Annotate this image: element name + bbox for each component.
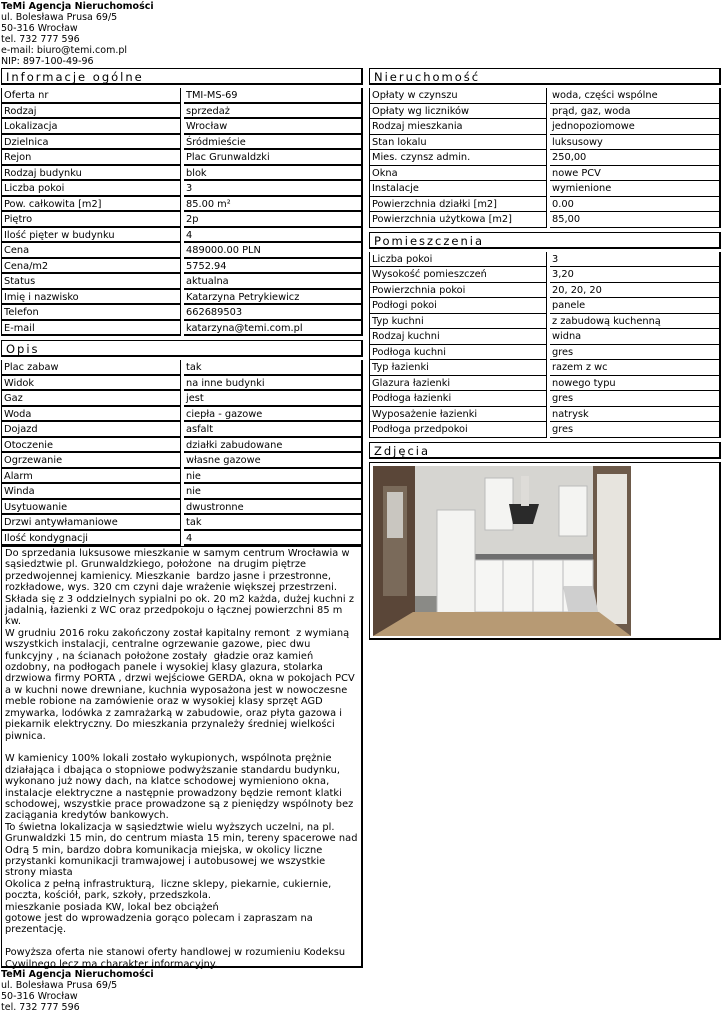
row-label: Woda [1,407,181,423]
row-value: dwustronne [184,500,363,516]
row-label: Dojazd [1,422,181,438]
row-label: Ilość pięter w budynku [1,228,181,244]
row-label: Rodzaj [1,104,181,120]
row-label: Rodzaj kuchni [369,329,547,345]
table-row [1,228,363,244]
table-row [1,484,363,500]
row-value: Katarzyna Petrykiewicz [184,290,363,306]
table-row [1,104,363,120]
row-label: Podłoga przedpokoi [369,422,547,438]
row-label: Usytuowanie [1,500,181,516]
row-value: wymienione [550,181,721,197]
table-row [1,150,363,166]
row-label: Typ kuchni [369,314,547,330]
row-value: sprzedaż [184,104,363,120]
row-label: Liczba pokoi [369,252,547,268]
table-row [369,104,721,120]
row-label: Okna [369,166,547,182]
row-value: 0.00 [550,197,721,213]
table-row [369,391,721,407]
table-row [369,135,721,151]
table-row [1,119,363,135]
row-label: Piętro [1,212,181,228]
row-value: 4 [184,228,363,244]
agency-footer [1,969,154,1013]
footer-agency-name: TeMi Agencja Nieruchomości [1,969,154,980]
table-row [1,469,363,485]
table-row [1,181,363,197]
row-value: ciepła - gazowe [184,407,363,423]
row-label: Rodzaj budynku [1,166,181,182]
table-row [369,376,721,392]
row-label: Ilość kondygnacji [1,531,181,547]
row-value: gres [550,422,721,438]
table-row [1,305,363,321]
row-label: Liczba pokoi [1,181,181,197]
table-row [1,376,363,392]
table-row [369,267,721,283]
general-section-title: Informacje ogólne [1,68,363,85]
table-row [369,329,721,345]
table-row [1,360,363,376]
table-row [369,252,721,268]
photo-frame [369,462,721,640]
row-value: widna [550,329,721,345]
table-row [1,531,363,547]
row-label: Drzwi antywłamaniowe [1,515,181,531]
row-value: 3,20 [550,267,721,283]
row-label: Stan lokalu [369,135,547,151]
row-value: woda, części wspólne [550,88,721,104]
row-label: Powierzchnia pokoi [369,283,547,299]
table-row [369,197,721,213]
row-label: Wyposażenie łazienki [369,407,547,423]
row-label: Powierzchnia działki [m2] [369,197,547,213]
row-value: 3 [550,252,721,268]
table-row [1,135,363,151]
row-label: Powierzchnia użytkowa [m2] [369,212,547,228]
table-row [1,407,363,423]
row-value: 5752.94 [184,259,363,275]
row-value: nie [184,484,363,500]
row-label: Cena [1,243,181,259]
photos-section-title: Zdjęcia [369,442,721,459]
row-label: Mies. czynsz admin. [369,150,547,166]
row-label: Gaz [1,391,181,407]
row-value: jednopoziomowe [550,119,721,135]
row-value: 85.00 m² [184,197,363,213]
table-row [1,243,363,259]
row-value: tak [184,360,363,376]
row-label: Wysokość pomieszczeń [369,267,547,283]
description-section-title: Opis [1,340,363,357]
agency-email: e-mail: biuro@temi.com.pl [1,45,128,56]
table-row [1,422,363,438]
table-row [369,422,721,438]
table-row [1,259,363,275]
property-section-title: Nieruchomość [369,68,721,85]
row-label: Plac zabaw [1,360,181,376]
row-value: 2p [184,212,363,228]
table-row [1,438,363,454]
row-value: 20, 20, 20 [550,283,721,299]
table-row [369,150,721,166]
agency-street: ul. Bolesława Prusa 69/5 [1,12,118,23]
row-value: razem z wc [550,360,721,376]
row-value: 489000.00 PLN [184,243,363,259]
row-label: Opłaty wg liczników [369,104,547,120]
row-value: nie [184,469,363,485]
row-value: 85,00 [550,212,721,228]
row-value: tak [184,515,363,531]
table-row [369,181,721,197]
row-label: Rodzaj mieszkania [369,119,547,135]
row-value: aktualna [184,274,363,290]
table-row [369,314,721,330]
row-value: nowe PCV [550,166,721,182]
table-row [369,360,721,376]
kitchen-photo [373,466,631,636]
row-value: gres [550,391,721,407]
description-text: Do sprzedania luksusowe mieszkanie w samym centrum Wrocławia w sąsiedztwie pl. Grunwaldzkiego, położone na drugim piętrze przedwojennej kamienicy. Mieszkanie bardzo jasne i przestronne, rozkładowe, wys. 320 cm czyni daje wrażenie większej przestrzeni. Składa się z 3 oddzielnych sypialni po ok. 20 m2 każda, dużej kuchni z jadalnią, łazienki z WC oraz przedpokoju o łącznej powierzchni 85 m kw. W grudniu 2016 roku zakończony został kapitalny remont z wymianą wszystkich instalacji, centralne ogrzewanie gazowe, piec dwu funkcyjny , na ścianach położone zostały gładzie oraz kamień ozdobny, na podłogach panele i wysokiej klasy glazura, stolarka drzwiowa firmy PORTA , drzwi wejściowe GERDA, okna w pokojach PCV a w kuchni nowe drewniane, kuchnia wyposażona jest w nowoczesne meble robione na zamówienie oraz w wysokiej klasy sprzęt AGD zmywarka, lodówka z zamrażarką w zabudowie, oraz płyta gazowa i piekarnik elektryczny. Do mieszkania przynależy średniej wielkości piwnica. W kamienicy 100% lokali zostało wykupionych, wspólnota prężnie działająca i dbająca o stopniowe podwyższanie standardu budynku, wykonano już nowy dach, na klatce schodowej wymieniono okna, instalacje elektryczne a następnie prowadzony będzie remont klatki schodowej, wszystkie prace prowadzone są z pieniędzy wspólnoty bez zaciągania kredytów bankowych. To świetna lokalizacja w sąsiedztwie wielu wyższych uczelni, na pl. Grunwaldzki 15 min, do centrum miasta 15 min, tereny spacerowe nad Odrą 5 min, bardzo dobra komunikacja miejska, w okolicy liczne przystanki komunikacji tramwajowej i autobusowej we wszystkie strony miasta Okolica z pełną infrastrukturą, liczne sklepy, piekarnie, cukiernie, poczta, kościół, park, szkoły, przedszkola. mieszkanie posiada KW, lokal bez obciążeń gotowe jest do wprowadzenia gorąco polecam i zapraszam na prezentację. Powyższa oferta nie stanowi oferty handlowej w rozumieniu Kodeksu Cywilnego lecz ma charakter informacyjny. [1,546,363,968]
left-column [1,68,363,968]
table-row [1,166,363,182]
row-label: Cena/m2 [1,259,181,275]
rooms-table [369,252,721,438]
footer-agency-city: 50-316 Wrocław [1,991,78,1002]
footer-agency-phone: tel. 732 777 596 [1,1002,80,1013]
right-column [369,68,721,640]
row-label: Opłaty w czynszu [369,88,547,104]
row-value: panele [550,298,721,314]
table-row [369,119,721,135]
description-table [1,360,363,546]
agency-city: 50-316 Wrocław [1,23,78,34]
table-row [369,298,721,314]
table-row [369,407,721,423]
row-label: Podłoga kuchni [369,345,547,361]
row-value: blok [184,166,363,182]
table-row [1,391,363,407]
row-label: Glazura łazienki [369,376,547,392]
agency-header [1,1,154,67]
table-row [369,166,721,182]
row-label: Podłogi pokoi [369,298,547,314]
row-value: katarzyna@temi.com.pl [184,321,363,337]
row-value: 4 [184,531,363,547]
row-label: Lokalizacja [1,119,181,135]
property-table [369,88,721,228]
row-value: natrysk [550,407,721,423]
agency-name: TeMi Agencja Nieruchomości [1,1,154,12]
row-label: Status [1,274,181,290]
table-row [369,283,721,299]
row-value: nowego typu [550,376,721,392]
row-value: na inne budynki [184,376,363,392]
footer-agency-street: ul. Bolesława Prusa 69/5 [1,980,118,991]
row-value: asfalt [184,422,363,438]
row-value: luksusowy [550,135,721,151]
row-label: Ogrzewanie [1,453,181,469]
row-label: Winda [1,484,181,500]
row-value: 3 [184,181,363,197]
row-label: Rejon [1,150,181,166]
row-label: Oferta nr [1,88,181,104]
row-label: Alarm [1,469,181,485]
table-row [1,321,363,337]
row-value: z zabudową kuchenną [550,314,721,330]
row-label: Dzielnica [1,135,181,151]
row-value: działki zabudowane [184,438,363,454]
rooms-section-title: Pomieszczenia [369,232,721,249]
row-label: Otoczenie [1,438,181,454]
row-value: Plac Grunwaldzki [184,150,363,166]
row-value: gres [550,345,721,361]
table-row [1,453,363,469]
row-label: Pow. całkowita [m2] [1,197,181,213]
row-value: TMI-MS-69 [184,88,363,104]
row-value: Śródmieście [184,135,363,151]
row-value: 662689503 [184,305,363,321]
row-label: Widok [1,376,181,392]
table-row [1,88,363,104]
agency-nip: NIP: 897-100-49-96 [1,56,94,67]
table-row [369,345,721,361]
table-row [1,274,363,290]
row-value: jest [184,391,363,407]
table-row [1,197,363,213]
table-row [1,515,363,531]
table-row [369,88,721,104]
general-table [1,88,363,336]
row-value: własne gazowe [184,453,363,469]
row-label: Podłoga łazienki [369,391,547,407]
row-label: Instalacje [369,181,547,197]
row-label: Imię i nazwisko [1,290,181,306]
table-row [1,500,363,516]
row-label: E-mail [1,321,181,337]
row-value: Wrocław [184,119,363,135]
row-value: 250,00 [550,150,721,166]
row-label: Telefon [1,305,181,321]
agency-phone: tel. 732 777 596 [1,34,80,45]
row-value: prąd, gaz, woda [550,104,721,120]
row-label: Typ łazienki [369,360,547,376]
table-row [1,212,363,228]
table-row [1,290,363,306]
table-row [369,212,721,228]
